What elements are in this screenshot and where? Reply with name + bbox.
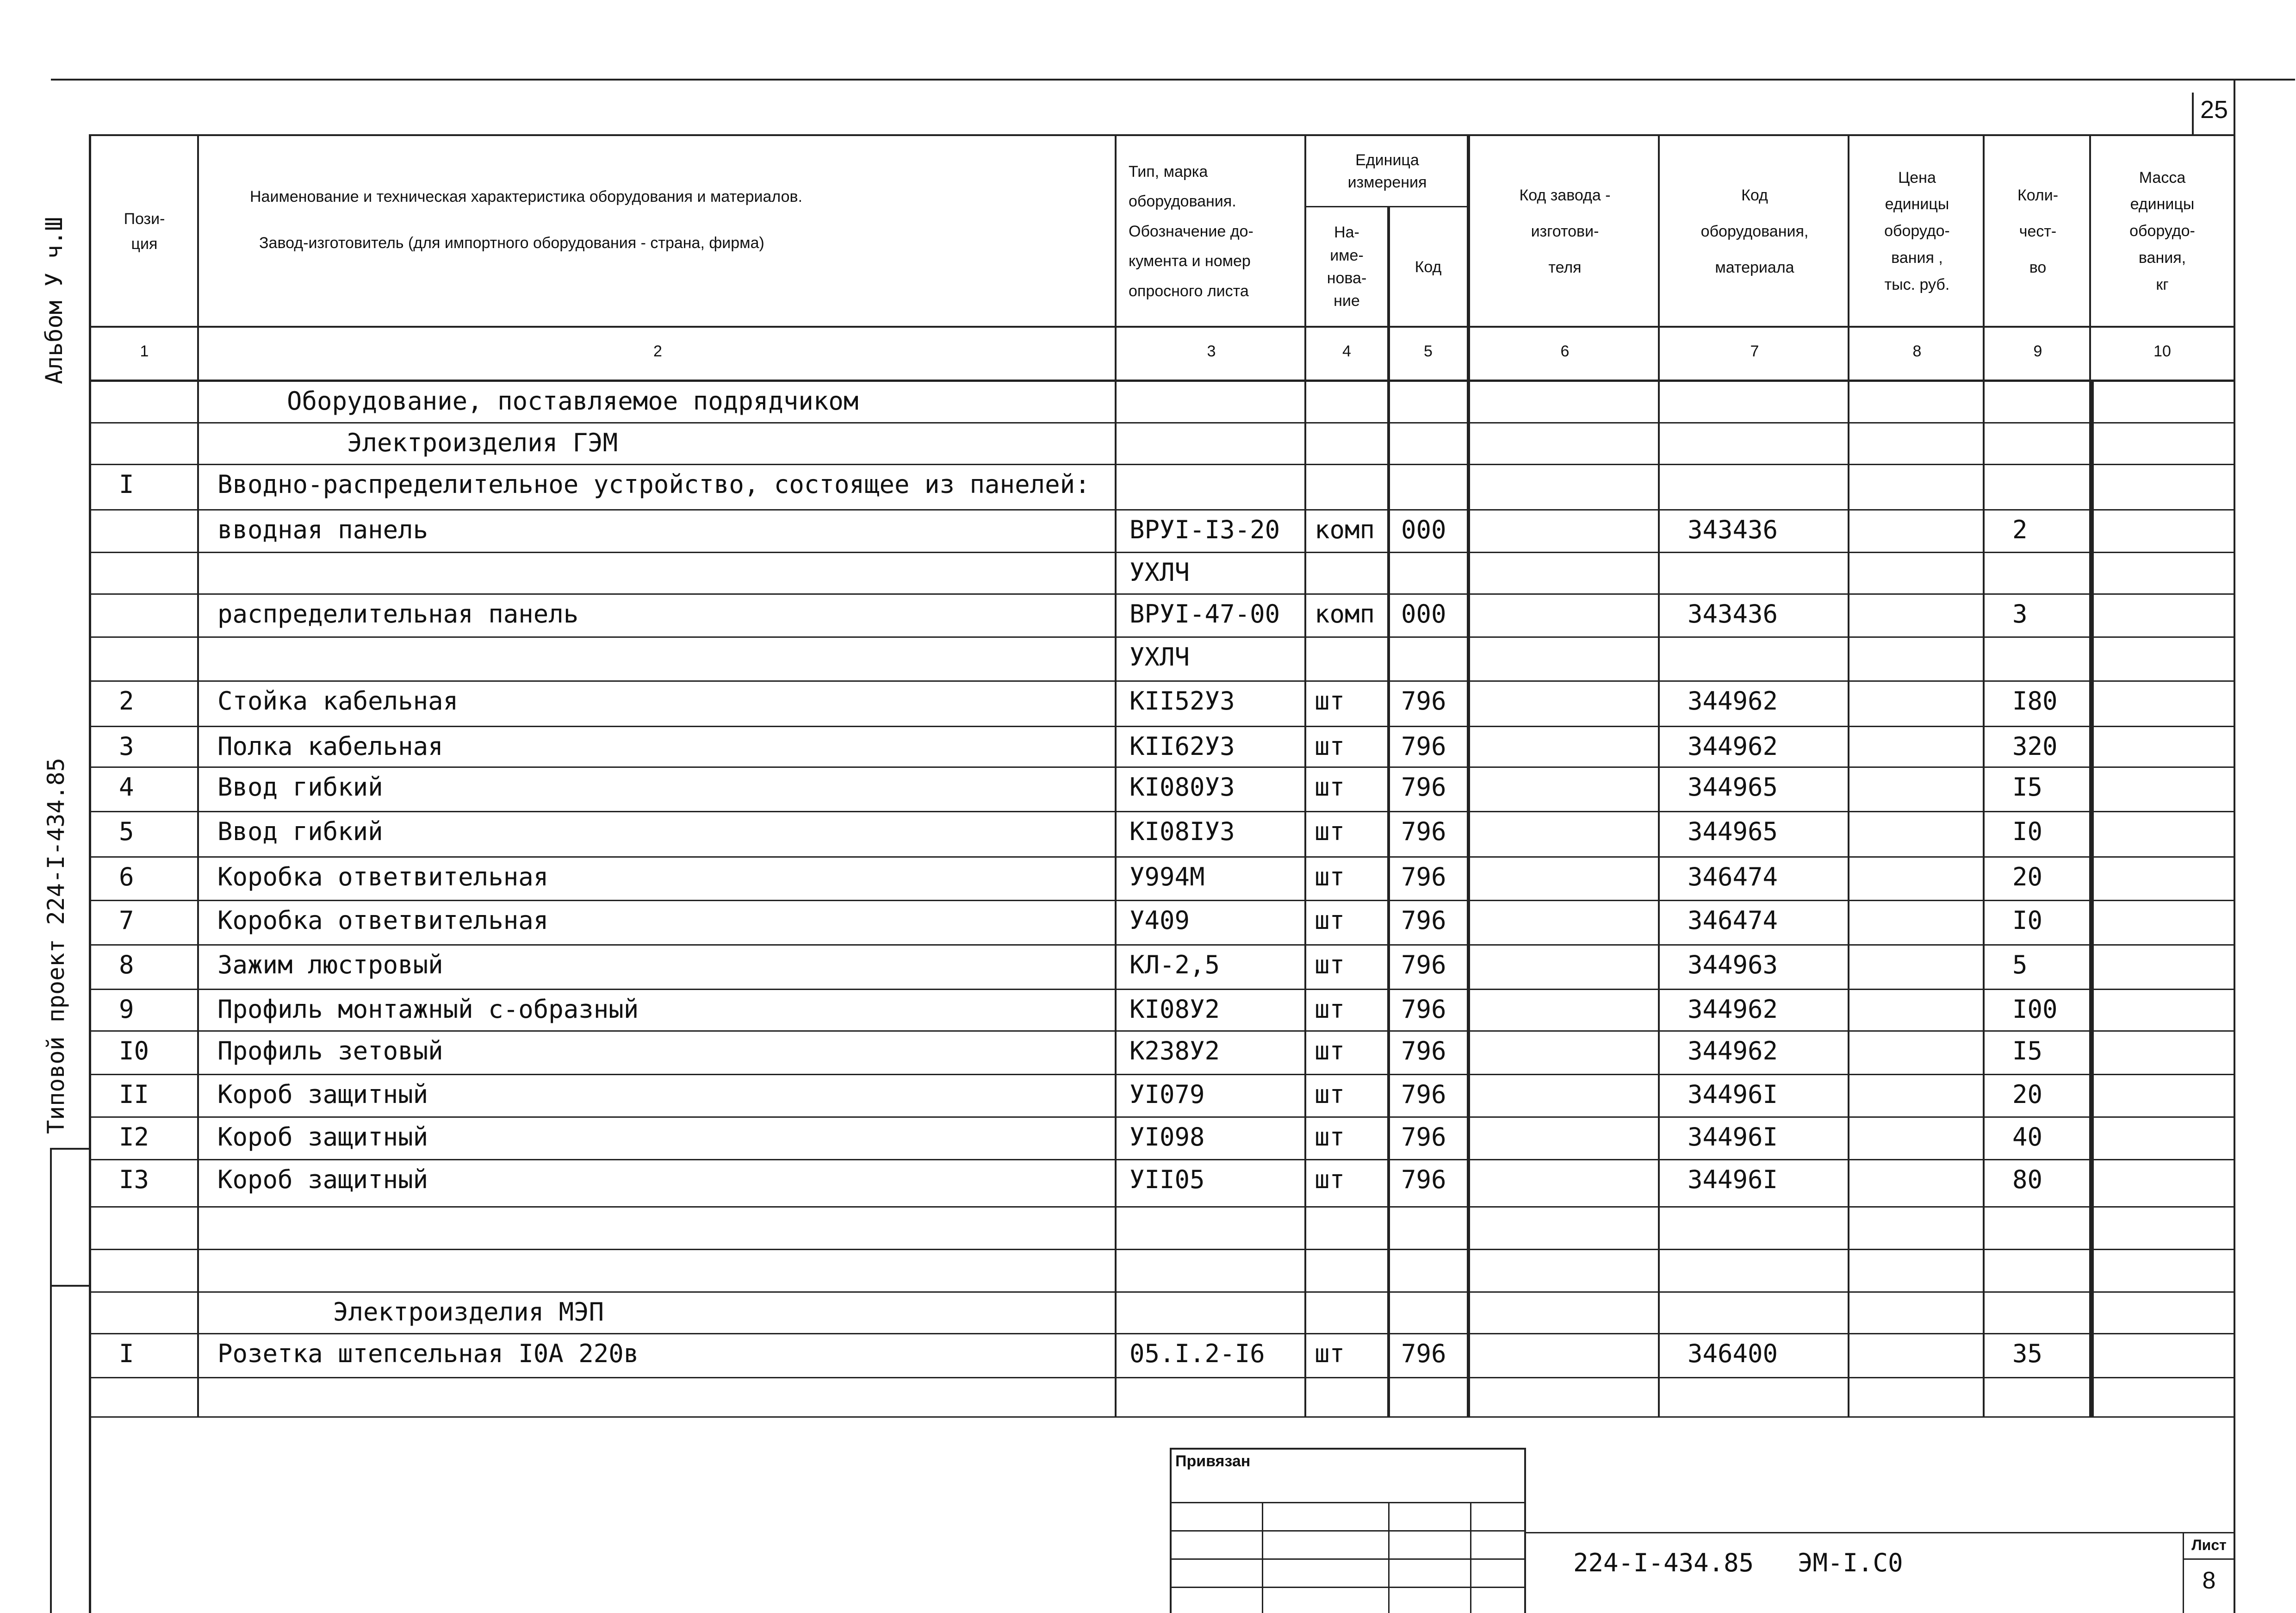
column-divider [1658, 135, 1660, 1417]
row-type: УI098 [1129, 1122, 1205, 1152]
sheet-box-left [2183, 1532, 2184, 1613]
row-qty: 35 [2012, 1339, 2043, 1368]
row-unit-code: 796 [1401, 862, 1446, 891]
row-qty: 2 [2012, 515, 2028, 544]
colnum-1: 1 [140, 343, 149, 360]
row-divider [89, 380, 2234, 382]
colnum-7: 7 [1750, 343, 1759, 360]
row-equip-code: 343436 [1688, 515, 1778, 544]
header-price: Цена единицы оборудо- вания , тыс. руб. [1884, 168, 1950, 293]
colnum-2: 2 [653, 343, 662, 360]
side-label-project: Типовой проект 224-I-434.85 [43, 758, 69, 1134]
row-type: УII05 [1129, 1165, 1205, 1194]
row-name: Стойка кабельная [217, 686, 459, 716]
row-unit-code: 796 [1401, 817, 1446, 846]
row-divider [89, 1206, 2234, 1208]
row-type: ВРУI-47-00 [1129, 599, 1280, 629]
column-divider [2091, 380, 2094, 1417]
doc-code: 224-I-434.85 [1573, 1548, 1754, 1577]
row-type: КI08IУ3 [1129, 817, 1235, 846]
sheet-label: Лист [2191, 1537, 2227, 1553]
row-equip-code: 344962 [1688, 732, 1778, 761]
row-unit-code: 796 [1401, 732, 1446, 761]
row-type: УI079 [1129, 1080, 1205, 1109]
row-position: 8 [119, 950, 134, 979]
row-unit-code: 796 [1401, 950, 1446, 979]
row-qty: I5 [2012, 1036, 2043, 1065]
row-name: Зажим люстровый [217, 950, 443, 979]
row-divider [89, 811, 2234, 812]
sheet-value: 8 [2202, 1567, 2216, 1594]
row-unit-code: 796 [1401, 1122, 1446, 1152]
row-divider [89, 422, 2234, 423]
row-position: 5 [119, 817, 134, 846]
row-name: Коробка ответвительная [217, 862, 549, 891]
row-divider [89, 726, 2234, 727]
row-position: I [119, 470, 134, 499]
row-position: 4 [119, 772, 134, 802]
row-divider [89, 944, 2234, 946]
stamp-col-3 [1470, 1502, 1471, 1613]
row-unit: шт [1315, 772, 1345, 802]
row-divider [89, 766, 2234, 768]
row-unit-code: 796 [1401, 686, 1446, 716]
row-equip-code: 344962 [1688, 686, 1778, 716]
row-type: КI08У2 [1129, 995, 1220, 1024]
row-qty: I0 [2012, 817, 2043, 846]
row-equip-code: 343436 [1688, 599, 1778, 629]
row-divider [89, 464, 2234, 465]
row-divider [89, 989, 2234, 990]
row-qty: I80 [2012, 686, 2058, 716]
row-name: Оборудование, поставляемое подрядчиком [287, 386, 859, 416]
row-divider [89, 1249, 2234, 1250]
row-qty: I5 [2012, 772, 2043, 802]
stamp-row-2 [1170, 1530, 1526, 1532]
stamp-bound-label: Привязан [1175, 1452, 1251, 1470]
row-equip-code: 346400 [1688, 1339, 1778, 1368]
row-position: 2 [119, 686, 134, 716]
colnum-9: 9 [2033, 343, 2042, 360]
row-position: 7 [119, 906, 134, 935]
row-unit-code: 796 [1401, 995, 1446, 1024]
row-equip-code: 344963 [1688, 950, 1778, 979]
header-position: Пози- ция [124, 210, 165, 253]
colnum-5: 5 [1424, 343, 1433, 360]
row-unit-code: 796 [1401, 1339, 1446, 1368]
row-name: Электроизделия МЭП [333, 1297, 604, 1327]
row-position: I2 [119, 1122, 149, 1152]
stamp-top-line [1170, 1448, 1526, 1450]
row-name: Короб защитный [217, 1165, 428, 1194]
row-unit-code: 796 [1401, 1080, 1446, 1109]
row-divider [89, 680, 2234, 682]
row-qty: 40 [2012, 1122, 2043, 1152]
row-name: Ввод гибкий [217, 817, 383, 846]
row-equip-code: 34496I [1688, 1122, 1778, 1152]
colnum-3: 3 [1207, 343, 1216, 360]
row-equip-code: 344965 [1688, 772, 1778, 802]
row-name: Полка кабельная [217, 732, 443, 761]
title-block-top-line [1526, 1532, 2234, 1533]
row-divider [89, 900, 2234, 901]
stamp-col-2 [1388, 1502, 1390, 1613]
row-type: ВРУI-I3-20 [1129, 515, 1280, 544]
row-position: I [119, 1339, 134, 1368]
row-divider [89, 1116, 2234, 1118]
header-mass: Масса единицы оборудо- вания, кг [2129, 168, 2195, 293]
row-divider [89, 1416, 2234, 1418]
row-unit-code: 796 [1401, 906, 1446, 935]
row-unit: шт [1315, 906, 1345, 935]
row-name: вводная панель [217, 515, 428, 544]
colnum-10: 10 [2153, 343, 2171, 360]
row-unit: шт [1315, 1080, 1345, 1109]
header-qty: Коли- чест- во [2017, 186, 2059, 277]
row-divider [89, 509, 2234, 511]
row-qty: 5 [2012, 950, 2028, 979]
header-unit-name: На- име- нова- ние [1327, 224, 1367, 310]
side-label-album: Альбом У ч.Ш [41, 217, 68, 384]
row-unit: шт [1315, 1165, 1345, 1194]
column-divider [1304, 135, 1306, 1417]
header-type: Тип, марка оборудования. Обозначение до- кумента и номер опросного листа [1129, 162, 1253, 300]
header-equip-code: Код оборудования, материала [1700, 186, 1809, 277]
row-unit: шт [1315, 950, 1345, 979]
row-qty: I0 [2012, 906, 2043, 935]
row-type: У409 [1129, 906, 1190, 935]
row-equip-code: 344962 [1688, 1036, 1778, 1065]
row-name: Профиль зетовый [217, 1036, 443, 1065]
row-divider [89, 1159, 2234, 1160]
row-position: 3 [119, 732, 134, 761]
row-equip-code: 344965 [1688, 817, 1778, 846]
row-divider [89, 1030, 2234, 1032]
row-name: Короб защитный [217, 1122, 428, 1152]
row-divider [89, 636, 2234, 638]
stamp-row-3 [1170, 1558, 1526, 1560]
header-plant-code: Код завода - изготови- теля [1519, 186, 1611, 277]
stamp-col-1 [1262, 1502, 1263, 1613]
row-qty: I00 [2012, 995, 2058, 1024]
row-position: 6 [119, 862, 134, 891]
row-position: II [119, 1080, 149, 1109]
header-name-line1: Наименование и техническая характеристика оборудования и материалов. [250, 187, 803, 206]
row-position: I3 [119, 1165, 149, 1194]
row-name: Профиль монтажный с-образный [217, 995, 639, 1024]
row-name: Короб защитный [217, 1080, 428, 1109]
row-unit: шт [1315, 686, 1345, 716]
row-unit: шт [1315, 732, 1345, 761]
sheet-number-top: 25 [2200, 96, 2228, 124]
row-type: 05.I.2-I6 [1129, 1339, 1265, 1368]
stamp-row-4 [1170, 1587, 1526, 1588]
row-equip-code: 34496I [1688, 1165, 1778, 1194]
row-unit-code: 000 [1401, 599, 1446, 629]
row-unit-code: 796 [1401, 1165, 1446, 1194]
row-divider [89, 1291, 2234, 1293]
row-divider [89, 1377, 2234, 1378]
column-divider [197, 135, 199, 1417]
row-unit: шт [1315, 817, 1345, 846]
row-unit: комп [1315, 515, 1375, 544]
row-type: У994М [1129, 862, 1205, 891]
column-divider [1983, 135, 1985, 1417]
row-type: КI080У3 [1129, 772, 1235, 802]
row-equip-code: 34496I [1688, 1080, 1778, 1109]
header-unit-code: Код [1415, 258, 1442, 276]
row-unit: шт [1315, 1036, 1345, 1065]
row-name: Ввод гибкий [217, 772, 383, 802]
row-divider [89, 552, 2234, 553]
sheet-box-mid [2183, 1558, 2234, 1560]
row-divider [89, 1074, 2234, 1075]
row-divider [89, 1333, 2234, 1334]
row-type: КII62У3 [1129, 732, 1235, 761]
row-divider [89, 856, 2234, 858]
row-qty: 20 [2012, 862, 2043, 891]
row-unit: шт [1315, 862, 1345, 891]
row-unit: шт [1315, 1122, 1345, 1152]
row-name: распределительная панель [217, 599, 579, 629]
colnum-6: 6 [1560, 343, 1570, 360]
column-divider [1467, 135, 1470, 1417]
column-divider [1387, 206, 1390, 1417]
row-name: Розетка штепсельная I0А 220в [217, 1339, 639, 1368]
header-name-line2: Завод-изготовитель (для импортного оборудования - страна, фирма) [259, 234, 764, 252]
column-divider [1115, 135, 1117, 1417]
row-type: УХЛЧ [1129, 642, 1190, 672]
row-equip-code: 346474 [1688, 862, 1778, 891]
row-position: 9 [119, 995, 134, 1024]
row-qty: 20 [2012, 1080, 2043, 1109]
row-name: Коробка ответвительная [217, 906, 549, 935]
row-unit: шт [1315, 995, 1345, 1024]
colnum-8: 8 [1912, 343, 1922, 360]
row-equip-code: 344962 [1688, 995, 1778, 1024]
row-divider [89, 593, 2234, 595]
row-unit-code: 796 [1401, 772, 1446, 802]
row-type: К238У2 [1129, 1036, 1220, 1065]
colnum-4: 4 [1342, 343, 1351, 360]
row-unit: комп [1315, 599, 1375, 629]
row-type: КЛ-2,5 [1129, 950, 1220, 979]
column-divider [1848, 135, 1849, 1417]
row-qty: 80 [2012, 1165, 2043, 1194]
header-unit-group: Единица измерения [1347, 151, 1427, 191]
doc-mark: ЭМ-I.С0 [1798, 1548, 1903, 1577]
stamp-row-1 [1170, 1502, 1526, 1503]
row-unit: шт [1315, 1339, 1345, 1368]
row-type: КII52У3 [1129, 686, 1235, 716]
row-name: Электроизделия ГЭМ [347, 428, 618, 457]
row-equip-code: 346474 [1688, 906, 1778, 935]
row-qty: 3 [2012, 599, 2028, 629]
row-type: УХЛЧ [1129, 558, 1190, 587]
row-name: Вводно-распределительное устройство, состоящее из панелей: [217, 470, 1090, 499]
row-qty: 320 [2012, 732, 2058, 761]
row-unit-code: 796 [1401, 1036, 1446, 1065]
row-position: I0 [119, 1036, 149, 1065]
row-unit-code: 000 [1401, 515, 1446, 544]
